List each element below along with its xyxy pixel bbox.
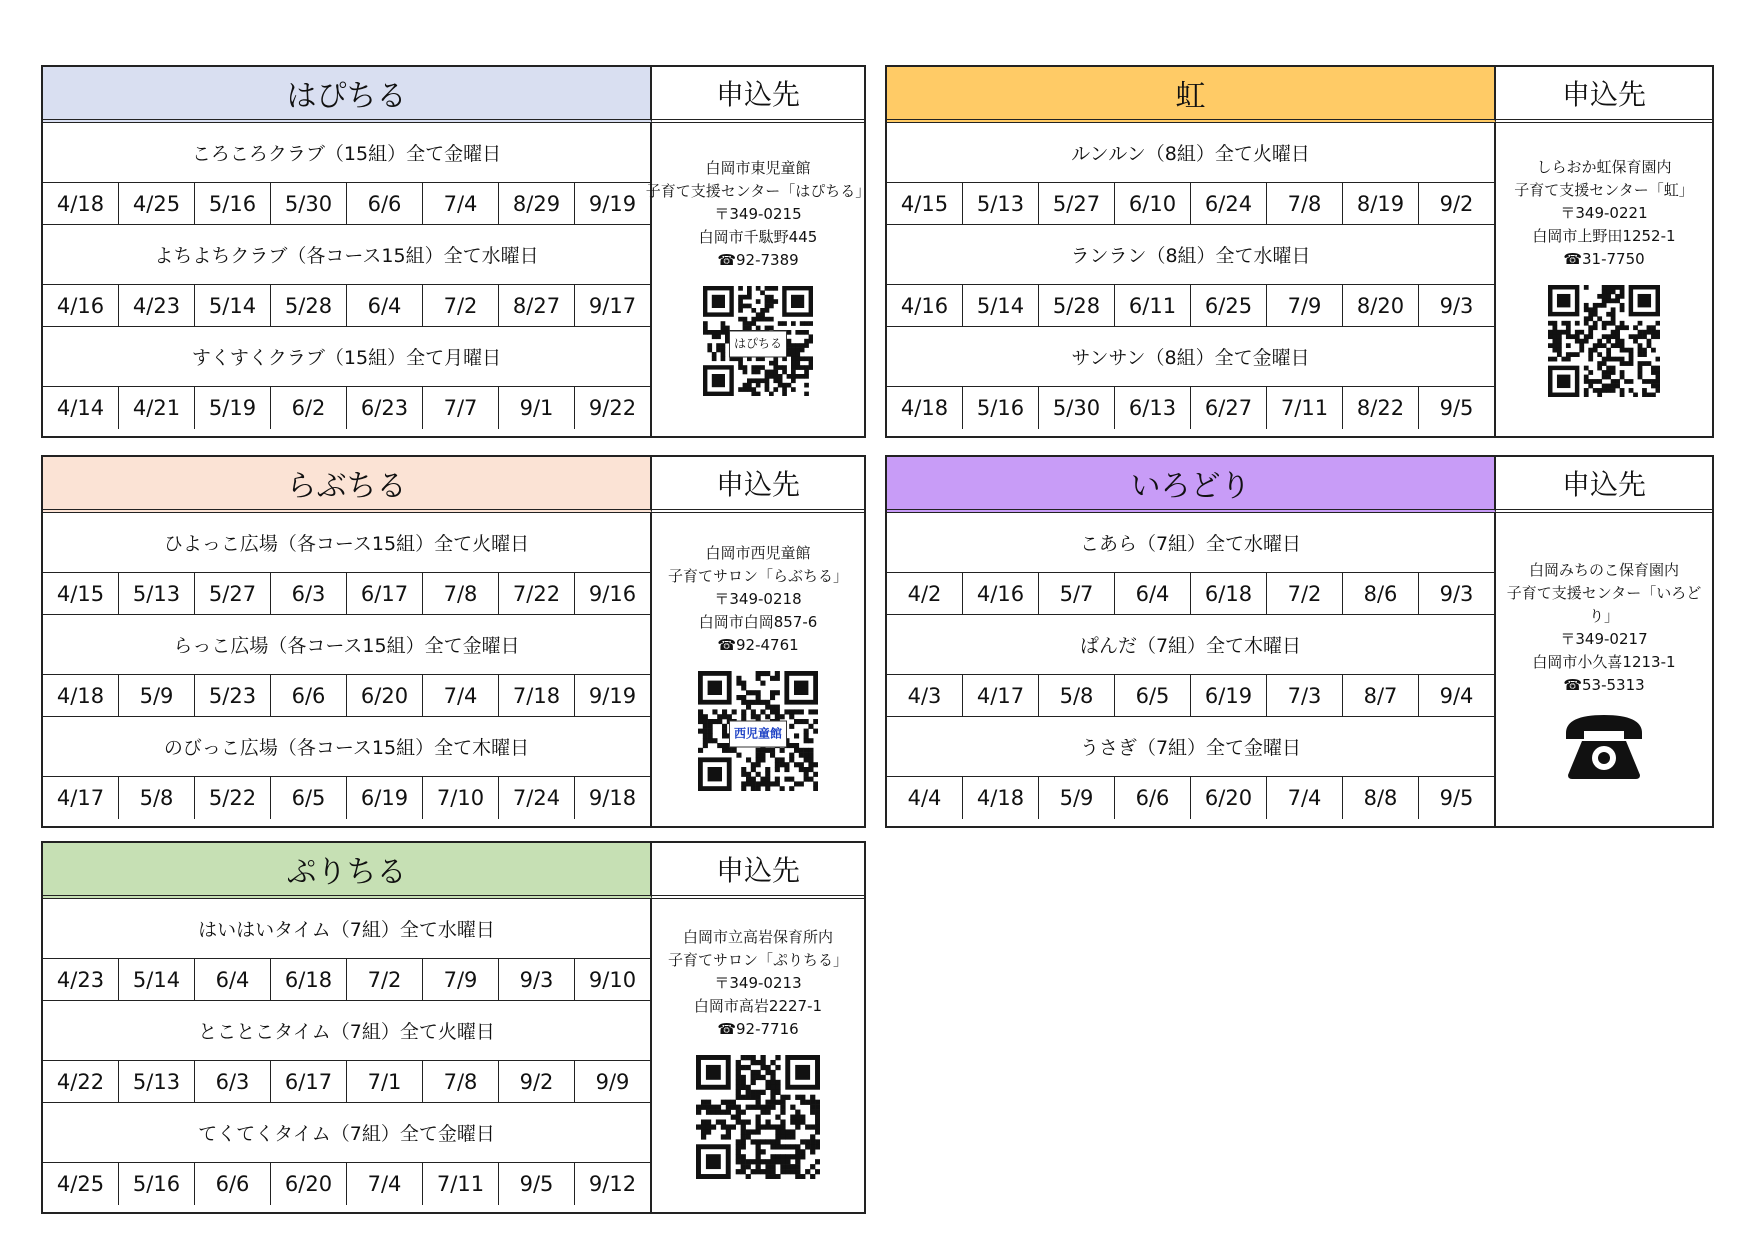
telephone-icon (1562, 711, 1646, 781)
date-cell: 6/20 (347, 675, 423, 716)
schedule (887, 513, 1496, 826)
date-row (43, 1163, 650, 1205)
group-title: らっこ広場（各コース15組）全て金曜日 (43, 615, 650, 675)
contact-line: 〒349-0221 (1560, 203, 1648, 222)
block-niji (885, 65, 1714, 438)
contact-line: 白岡市小久喜1213-1 (1532, 652, 1676, 671)
date-cell: 8/29 (499, 183, 575, 224)
contact-line: 白岡市高岩2227-1 (693, 996, 823, 1015)
date-cell: 8/22 (1343, 387, 1419, 429)
date-cell: 9/17 (588, 293, 637, 318)
date-cell: 9/3 (1439, 581, 1474, 606)
date-cell: 6/4 (1115, 573, 1191, 614)
date-cell: 4/15 (887, 183, 963, 224)
qr-code (698, 671, 818, 798)
date-cell: 6/4 (347, 285, 423, 326)
date-cell: 7/24 (499, 777, 575, 819)
contact-line: 白岡市立高岩保育所内 (682, 927, 833, 946)
contact-line: しらおか虹保育園内 (1536, 157, 1672, 176)
contact-info (652, 899, 864, 1212)
apply-header: 申込先 (652, 457, 864, 513)
date-cell: 5/23 (195, 675, 271, 716)
date-cell: 5/14 (963, 285, 1039, 326)
date-cell: 4/21 (119, 387, 195, 429)
date-cell: 5/28 (271, 285, 347, 326)
contact-line: 子育てサロン「らぶちる」 (667, 566, 848, 585)
date-cell: 7/22 (499, 573, 575, 614)
date-row (887, 675, 1494, 717)
date-cell: 5/9 (1039, 777, 1115, 819)
group-title: こあら（7組）全て水曜日 (887, 513, 1494, 573)
date-cell: 4/16 (43, 285, 119, 326)
date-cell: 6/6 (271, 675, 347, 716)
contact-line: 〒349-0213 (714, 973, 802, 992)
date-row (43, 285, 650, 327)
group-title: ひよっこ広場（各コース15組）全て火曜日 (43, 513, 650, 573)
date-cell: 7/7 (423, 387, 499, 429)
date-cell: 6/24 (1191, 183, 1267, 224)
group-title: とことこタイム（7組）全て火曜日 (43, 1001, 650, 1061)
date-row (43, 573, 650, 615)
contact-info (1496, 123, 1712, 436)
date-cell: 5/7 (1039, 573, 1115, 614)
group-title: てくてくタイム（7組）全て金曜日 (43, 1103, 650, 1163)
schedule (43, 899, 652, 1212)
date-row (887, 285, 1494, 327)
date-cell: 4/25 (43, 1163, 119, 1205)
block-hapichiru (41, 65, 871, 438)
date-cell: 6/3 (271, 573, 347, 614)
contact-info (645, 123, 871, 436)
date-cell: 7/2 (1267, 573, 1343, 614)
date-cell: 5/16 (119, 1163, 195, 1205)
date-cell: 4/17 (43, 777, 119, 819)
schedule (887, 123, 1496, 436)
date-cell: 5/30 (271, 183, 347, 224)
contact-line: ☎92-7389 (717, 250, 799, 269)
date-cell: 9/19 (588, 683, 637, 708)
date-cell: 5/8 (1039, 675, 1115, 716)
date-cell: 8/27 (499, 285, 575, 326)
date-row (43, 675, 650, 717)
date-cell: 9/18 (588, 786, 637, 810)
date-cell: 5/14 (195, 285, 271, 326)
date-cell: 5/27 (195, 573, 271, 614)
date-cell: 9/3 (499, 959, 575, 1000)
date-cell: 4/22 (43, 1061, 119, 1102)
date-row (43, 387, 650, 429)
date-row (43, 959, 650, 1001)
date-cell: 6/17 (271, 1061, 347, 1102)
date-cell: 7/1 (347, 1061, 423, 1102)
apply-header: 申込先 (652, 67, 864, 123)
date-cell: 9/5 (1439, 786, 1474, 810)
date-cell: 5/13 (963, 183, 1039, 224)
date-cell: 9/9 (595, 1069, 630, 1094)
date-cell: 9/2 (499, 1061, 575, 1102)
group-title: ランラン（8組）全て水曜日 (887, 225, 1494, 285)
contact-line: ☎92-4761 (717, 635, 799, 654)
group-title: ぱんだ（7組）全て木曜日 (887, 615, 1494, 675)
group-title: すくすくクラブ（15組）全て月曜日 (43, 327, 650, 387)
qr-code (696, 1055, 820, 1186)
date-cell: 4/15 (43, 573, 119, 614)
date-cell: 6/6 (195, 1163, 271, 1205)
date-cell: 8/8 (1343, 777, 1419, 819)
block-irodori (885, 455, 1714, 828)
date-cell: 9/2 (1439, 191, 1474, 216)
date-row (43, 183, 650, 225)
date-cell: 6/25 (1191, 285, 1267, 326)
contact-line: 子育て支援センター「いろどり」 (1506, 583, 1702, 625)
qr-label: はぴちる (729, 331, 787, 358)
date-cell: 4/16 (963, 573, 1039, 614)
group-title: ルンルン（8組）全て火曜日 (887, 123, 1494, 183)
date-cell: 7/4 (1267, 777, 1343, 819)
date-cell: 6/20 (1191, 777, 1267, 819)
contact-line: 子育て支援センター「はぴちる」 (645, 181, 871, 200)
date-cell: 6/23 (347, 387, 423, 429)
contact-info (1496, 513, 1712, 826)
date-cell: 4/23 (43, 959, 119, 1000)
date-cell: 6/18 (1191, 573, 1267, 614)
contact-line: 子育て支援センター「虹」 (1514, 180, 1694, 199)
date-cell: 7/2 (423, 285, 499, 326)
date-cell: 6/18 (271, 959, 347, 1000)
date-cell: 8/19 (1343, 183, 1419, 224)
date-cell: 7/8 (423, 573, 499, 614)
date-cell: 6/20 (271, 1163, 347, 1205)
date-cell: 6/5 (1115, 675, 1191, 716)
date-cell: 9/10 (588, 967, 637, 992)
contact-line: ☎31-7750 (1563, 249, 1645, 268)
date-cell: 5/8 (119, 777, 195, 819)
date-cell: 7/4 (347, 1163, 423, 1205)
date-cell: 5/27 (1039, 183, 1115, 224)
qr-code (1548, 285, 1660, 404)
date-cell: 5/16 (195, 183, 271, 224)
date-cell: 7/2 (347, 959, 423, 1000)
group-title: うさぎ（7組）全て金曜日 (887, 717, 1494, 777)
date-cell: 7/9 (1267, 285, 1343, 326)
date-cell: 9/22 (588, 396, 637, 420)
date-cell: 4/18 (963, 777, 1039, 819)
date-cell: 4/18 (43, 675, 119, 716)
group-title: はいはいタイム（7組）全て水曜日 (43, 899, 650, 959)
contact-line: 〒349-0215 (714, 204, 802, 223)
block-purichiru (41, 841, 866, 1214)
contact-line: 〒349-0217 (1560, 629, 1648, 648)
date-cell: 7/11 (1267, 387, 1343, 429)
schedule (43, 123, 652, 436)
date-cell: 7/4 (423, 675, 499, 716)
block-title: 虹 (887, 67, 1496, 123)
qr-code-icon (1548, 285, 1660, 397)
date-cell: 6/4 (195, 959, 271, 1000)
date-cell: 7/8 (1267, 183, 1343, 224)
date-cell: 4/2 (887, 573, 963, 614)
date-cell: 6/27 (1191, 387, 1267, 429)
date-cell: 9/3 (1439, 293, 1474, 318)
date-cell: 7/9 (423, 959, 499, 1000)
date-cell: 4/23 (119, 285, 195, 326)
date-cell: 9/4 (1439, 683, 1474, 708)
contact-line: 白岡市東児童館 (705, 158, 811, 177)
group-title: のびっこ広場（各コース15組）全て木曜日 (43, 717, 650, 777)
date-cell: 7/4 (423, 183, 499, 224)
date-cell: 7/8 (423, 1061, 499, 1102)
date-cell: 5/13 (119, 1061, 195, 1102)
block-title: いろどり (887, 457, 1496, 513)
group-title: サンサン（8組）全て金曜日 (887, 327, 1494, 387)
date-cell: 6/13 (1115, 387, 1191, 429)
date-cell: 5/16 (963, 387, 1039, 429)
date-cell: 6/2 (271, 387, 347, 429)
date-cell: 5/30 (1039, 387, 1115, 429)
date-cell: 5/22 (195, 777, 271, 819)
date-cell: 6/10 (1115, 183, 1191, 224)
date-cell: 6/19 (1191, 675, 1267, 716)
qr-code (703, 286, 813, 403)
contact-line: 〒349-0218 (714, 589, 802, 608)
date-cell: 6/19 (347, 777, 423, 819)
block-title: はぴちる (43, 67, 652, 123)
date-cell: 6/17 (347, 573, 423, 614)
date-row (43, 1061, 650, 1103)
date-cell: 7/3 (1267, 675, 1343, 716)
date-cell: 9/16 (588, 581, 637, 606)
block-rabuchiru (41, 455, 866, 828)
date-cell: 9/5 (1439, 396, 1474, 420)
date-cell: 5/28 (1039, 285, 1115, 326)
date-cell: 4/4 (887, 777, 963, 819)
date-cell: 4/25 (119, 183, 195, 224)
date-cell: 6/5 (271, 777, 347, 819)
date-cell: 7/18 (499, 675, 575, 716)
date-cell: 6/6 (1115, 777, 1191, 819)
date-cell: 4/18 (887, 387, 963, 429)
contact-line: ☎53-5313 (1563, 675, 1645, 694)
apply-header: 申込先 (652, 843, 864, 899)
contact-line: 白岡市千駄野445 (698, 227, 818, 246)
date-cell: 4/14 (43, 387, 119, 429)
date-cell: 6/3 (195, 1061, 271, 1102)
date-cell: 6/6 (347, 183, 423, 224)
date-cell: 9/5 (499, 1163, 575, 1205)
date-cell: 5/14 (119, 959, 195, 1000)
contact-info (652, 513, 864, 826)
contact-line: 白岡みちのこ保育園内 (1528, 560, 1679, 579)
date-cell: 4/3 (887, 675, 963, 716)
contact-line: ☎92-7716 (717, 1019, 799, 1038)
qr-code-icon (696, 1055, 820, 1179)
date-cell: 4/16 (887, 285, 963, 326)
date-cell: 9/1 (499, 387, 575, 429)
apply-header: 申込先 (1496, 457, 1712, 513)
group-title: ころころクラブ（15組）全て金曜日 (43, 123, 650, 183)
block-title: らぶちる (43, 457, 652, 513)
group-title: よちよちクラブ（各コース15組）全て水曜日 (43, 225, 650, 285)
date-cell: 9/19 (588, 191, 637, 216)
date-row (43, 777, 650, 819)
contact-line: 子育てサロン「ぷりちる」 (667, 950, 848, 969)
block-title: ぷりちる (43, 843, 652, 899)
apply-header: 申込先 (1496, 67, 1712, 123)
contact-line: 白岡市西児童館 (705, 543, 811, 562)
date-row (887, 387, 1494, 429)
contact-line: 白岡市上野田1252-1 (1532, 226, 1676, 245)
date-cell: 9/12 (588, 1172, 637, 1196)
date-cell: 8/7 (1343, 675, 1419, 716)
date-cell: 7/10 (423, 777, 499, 819)
date-cell: 8/6 (1343, 573, 1419, 614)
date-cell: 5/13 (119, 573, 195, 614)
date-cell: 4/17 (963, 675, 1039, 716)
schedule (43, 513, 652, 826)
qr-label: 西児童館 (729, 721, 787, 748)
date-cell: 5/19 (195, 387, 271, 429)
date-cell: 7/11 (423, 1163, 499, 1205)
contact-line: 白岡市白岡857-6 (698, 612, 818, 631)
date-row (887, 183, 1494, 225)
date-cell: 8/20 (1343, 285, 1419, 326)
date-cell: 6/11 (1115, 285, 1191, 326)
date-cell: 4/18 (43, 183, 119, 224)
date-cell: 5/9 (119, 675, 195, 716)
date-row (887, 777, 1494, 819)
date-row (887, 573, 1494, 615)
